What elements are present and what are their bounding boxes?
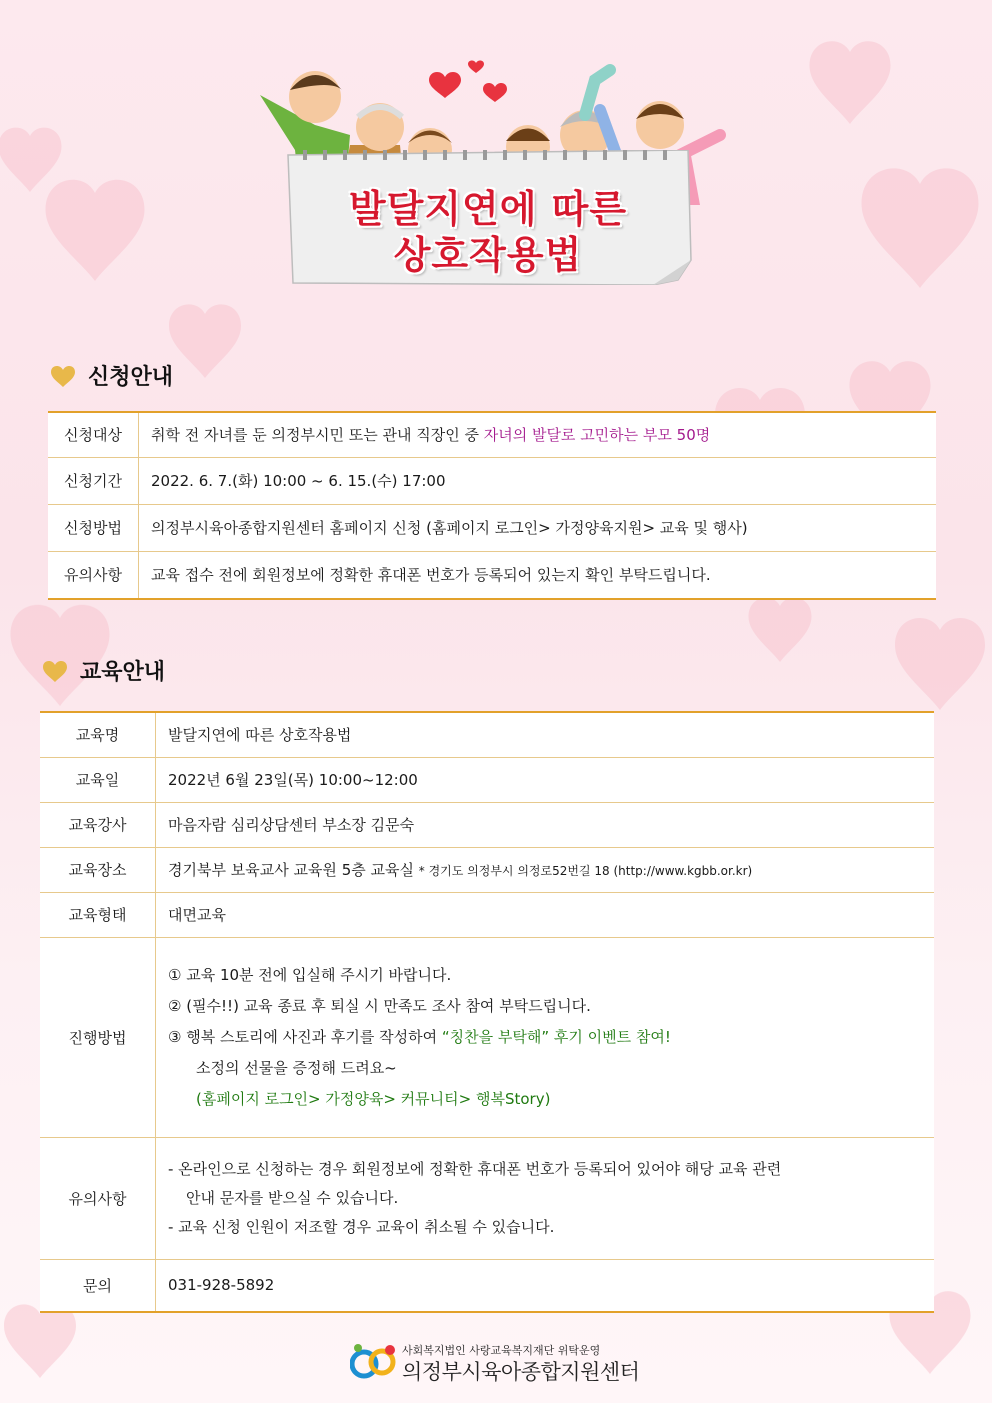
row-label: 교육형태 [40,892,156,937]
table-row [40,1137,934,1259]
table-row [48,457,936,504]
table-row [40,802,934,847]
table-row [48,551,936,599]
application-heading [50,360,173,391]
title-line-1: 발달지연에 따른 [348,187,628,231]
row-value: 취학 전 자녀를 둔 의정부시민 또는 관내 직장인 중 자녀의 발달로 고민하는 부모 50명 [139,412,937,457]
education-table [40,711,934,1313]
row-label: 교육강사 [40,802,156,847]
step-2: ② (필수!!) 교육 종료 후 퇴실 시 만족도 조사 참여 부탁드립니다. [168,996,591,1015]
notes-list [156,1137,935,1259]
process-steps [156,937,935,1137]
education-heading-text: 교육안내 [80,660,166,685]
step-3: ③ 행복 스토리에 사진과 후기를 작성하여 “칭찬을 부탁해” 후기 이벤트 참여! [168,1027,671,1046]
title-line-2: 상호작용법 [393,233,583,277]
row-value: 의정부시육아종합지원센터 홈페이지 신청 (홈페이지 로그인> 가정양육지원> 교육 및 행사) [139,504,937,551]
row-value: 경기북부 보육교사 교육원 5층 교육실 * 경기도 의정부시 의정로52번길 18 (http://www.kgbb.or.kr) [156,847,935,892]
row-label: 교육명 [40,712,156,757]
application-heading-text: 신청안내 [88,365,174,390]
table-row [40,1259,934,1312]
center-logo-icon [350,1342,398,1382]
table-row [48,412,936,457]
row-value: 발달지연에 따른 상호작용법 [156,712,935,757]
footer-logo [350,1340,640,1385]
table-row [40,937,934,1137]
education-heading [42,655,165,686]
table-row [48,504,936,551]
table-row [40,712,934,757]
footer-org-name: 의정부시육아종합지원센터 [402,1360,640,1384]
heart-icon [42,658,68,684]
row-label: 유의사항 [48,551,139,599]
venue-address: * 경기도 의정부시 의정로52번길 18 (http://www.kgbb.or.kr) [418,864,753,878]
row-label: 신청방법 [48,504,139,551]
row-value: 마음자람 심리상담센터 부소장 김문숙 [156,802,935,847]
row-value: 대면교육 [156,892,935,937]
application-table [48,411,936,600]
row-label: 신청기간 [48,457,139,504]
row-label: 교육일 [40,757,156,802]
step-1: ① 교육 10분 전에 입실해 주시기 바랍니다. [168,965,452,984]
row-label: 유의사항 [40,1137,156,1259]
row-value: 교육 접수 전에 회원정보에 정확한 휴대폰 번호가 등록되어 있는지 확인 부탁드립니다. [151,566,711,585]
target-highlight: 자녀의 발달로 고민하는 부모 50명 [483,426,711,445]
note-1-cont: 안내 문자를 받으실 수 있습니다. [186,1188,399,1207]
row-label: 교육장소 [40,847,156,892]
row-label: 진행방법 [40,937,156,1137]
note-2: - 교육 신청 인원이 저조할 경우 교육이 취소될 수 있습니다. [168,1217,555,1236]
row-label: 신청대상 [48,412,139,457]
table-row [40,892,934,937]
row-label: 문의 [40,1259,156,1312]
row-value: 2022. 6. 7.(화) 10:00 ~ 6. 15.(수) 17:00 [139,457,937,504]
contact-phone: 031-928-5892 [168,1276,275,1295]
table-row [40,847,934,892]
title-card [283,150,693,285]
footer-subtitle: 사회복지법인 사랑교육복지재단 위탁운영 [402,1344,601,1357]
step-3-path: (홈페이지 로그인> 가정양육> 커뮤니티> 행복Story) [196,1089,551,1108]
table-row [40,757,934,802]
step-3-gift: 소정의 선물을 증정해 드려요~ [196,1058,397,1077]
note-1: - 온라인으로 신청하는 경우 회원정보에 정확한 휴대폰 번호가 등록되어 있어야 해당 교육 관련 [168,1159,782,1178]
event-highlight: “칭찬을 부탁해” 후기 이벤트 참여! [441,1027,671,1046]
row-value: 2022년 6월 23일(목) 10:00~12:00 [156,757,935,802]
heart-icon [50,363,76,389]
